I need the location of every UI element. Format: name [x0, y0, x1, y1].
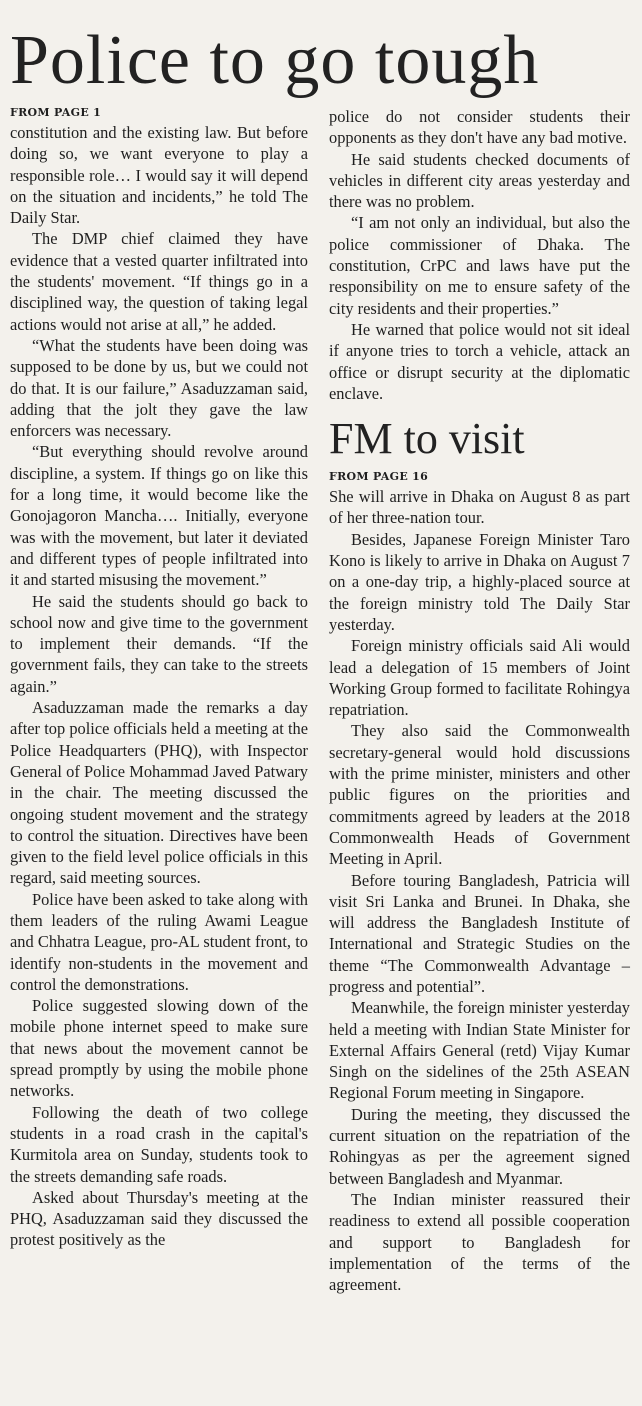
- paragraph: “I am not only an individual, but also the police commissioner of Dhaka. The constitution, CrPC and laws have put the responsibility on me to ensure safety of the city residents and their properties.”: [329, 213, 630, 318]
- paragraph: They also said the Commonwealth secretary-general would hold discussions with the prime minister, ministers and other public figures on the priorities and commitments agreed by leaders at the 2018 Commonwealth Heads of Government Meeting in April.: [329, 721, 630, 869]
- paragraph: Besides, Japanese Foreign Minister Taro Kono is likely to arrive in Dhaka on August 7 on a one-day trip, a highly-placed source at the foreign ministry told The Daily Star yesterday.: [329, 529, 630, 634]
- paragraph: Following the death of two college students in a road crash in the capital's Kurmitola area on Sunday, students took to the streets demanding safe roads.: [10, 1102, 308, 1186]
- right-column: [329, 106, 630, 1295]
- paragraph: Asked about Thursday's meeting at the PHQ, Asaduzzaman said they discussed the protest positively as the: [10, 1187, 308, 1250]
- paragraph: Foreign ministry officials said Ali would lead a delegation of 15 members of Joint Working Group formed to facilitate Rohingya repatriation.: [329, 636, 630, 720]
- second-article-headline: FM to visit: [329, 414, 525, 464]
- paragraph: He said students checked documents of vehicles in different city areas yesterday and there was no problem.: [329, 149, 630, 212]
- paragraph: He warned that police would not sit ideal if anyone tries to torch a vehicle, attack an office or disrupt security at the diplomatic enclave.: [329, 319, 630, 403]
- paragraph: He said the students should go back to school now and give time to the government to implement their demands. “If the government fails, they can take to the streets again.”: [10, 591, 308, 696]
- left-column: [10, 106, 308, 1251]
- paragraph: “But everything should revolve around discipline, a system. If things go on like this for a long time, it would become like the Gonojagoron Mancha…. Initially, everyone was with the movement, but later it deviated and different types of people infiltrated into it and started misusing the movement.”: [10, 442, 308, 590]
- paragraph: During the meeting, they discussed the current situation on the repatriation of the Rohingyas as per the agreement signed between Bangladesh and Myanmar.: [329, 1104, 630, 1188]
- paragraph: police do not consider students their opponents as they don't have any bad motive.: [329, 107, 630, 148]
- from-page-label: FROM PAGE 1: [10, 106, 102, 119]
- paragraph: constitution and the existing law. But before doing so, we want everyone to play a responsible role… I would say it will depend on the situation and incidents,” he told The Daily Star.: [10, 123, 308, 228]
- article-headline: Police to go tough: [10, 22, 540, 99]
- from-page-label: FROM PAGE 16: [329, 470, 429, 484]
- paragraph: Meanwhile, the foreign minister yesterday held a meeting with Indian State Minister for External Affairs General (retd) Vijay Kumar Singh on the sidelines of the 25th ASEAN Regional Forum meeting in Singapore.: [329, 998, 630, 1103]
- paragraph: Police have been asked to take along with them leaders of the ruling Awami League and Chhatra League, pro-AL student front, to identify non-students in the movement and control the demonstrations.: [10, 889, 308, 994]
- paragraph: The DMP chief claimed they have evidence that a vested quarter infiltrated into the students' movement. “If things go in a disciplined way, the question of taking legal actions would not arise at all,” he added.: [10, 229, 308, 334]
- paragraph: Asaduzzaman made the remarks a day after top police officials held a meeting at the Police Headquarters (PHQ), with Inspector General of Police Mohammad Javed Patwary in the chair. The meeting discussed the ongoing student movement and the strategy to control the situation. Directives have been given to the field level police officials in this regard, said meeting sources.: [10, 698, 308, 888]
- paragraph: Before touring Bangladesh, Patricia will visit Sri Lanka and Brunei. In Dhaka, she will address the Bangladesh Institute of International and Strategic Studies on the theme “The Commonwealth Advantage – progress and potential”.: [329, 870, 630, 996]
- paragraph: She will arrive in Dhaka on August 8 as part of her three-nation tour.: [329, 487, 630, 528]
- paragraph: “What the students have been doing was supposed to be done by us, but we could not do that. It is our failure,” Asaduzzaman said, adding that the jolt they gave the law enforcers was necessary.: [10, 335, 308, 441]
- paragraph: The Indian minister reassured their readiness to extend all possible cooperation and support to Bangladesh for implementation of the terms of the agreement.: [329, 1189, 630, 1295]
- paragraph: Police suggested slowing down of the mobile phone internet speed to make sure that news about the movement cannot be spread promptly by using the mobile phone networks.: [10, 996, 308, 1101]
